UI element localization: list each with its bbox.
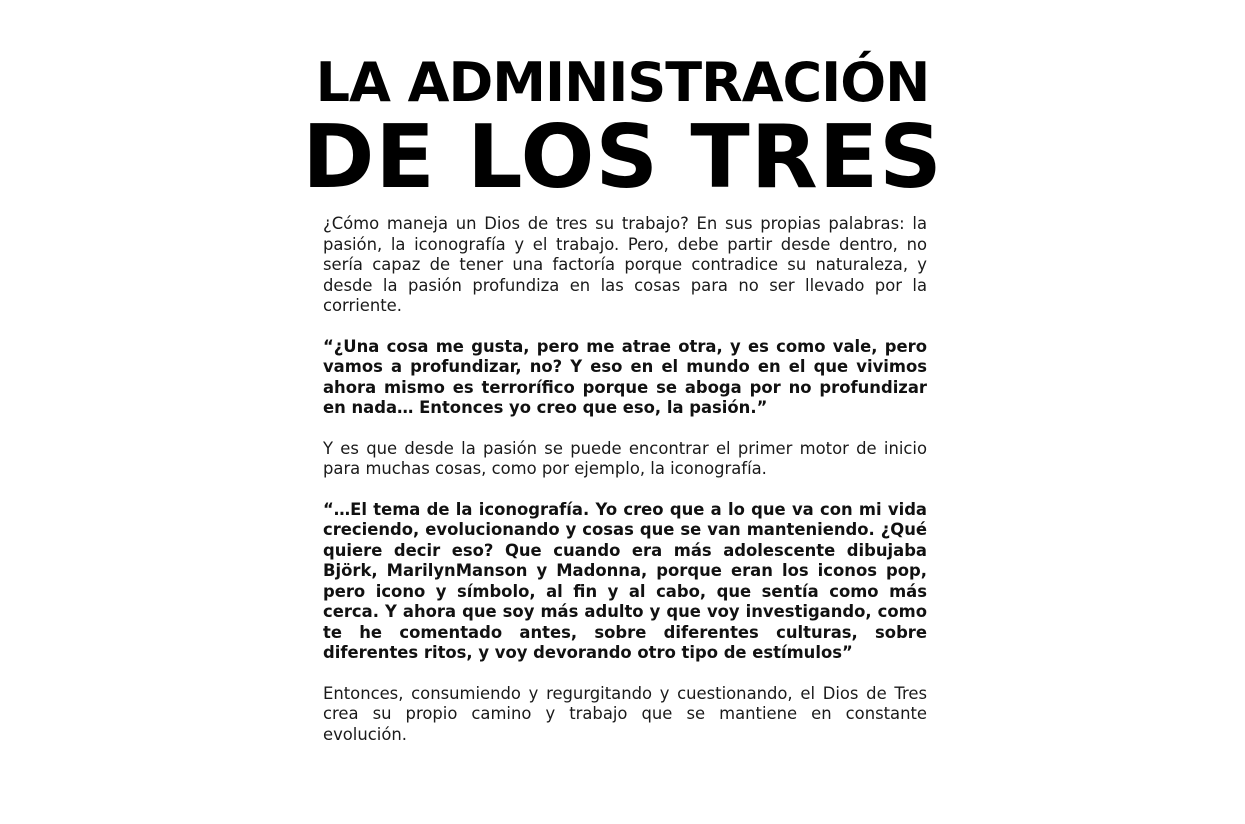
article-title (300, 51, 945, 208)
paragraph-motor: Y es que desde la pasión se puede encontrar el primer motor de inicio para muchas cosas, como por ejemplo, la iconografía. (323, 438, 927, 478)
article-body (323, 214, 927, 765)
paragraph-intro: ¿Cómo maneja un Dios de tres su trabajo? En sus propias palabras: la pasión, la iconografía y el trabajo. Pero, debe partir desde dentro, no sería capaz de tener una factoría porque contradice su naturaleza, y desde la pasión profundiza en las cosas para no ser llevado por la corriente. (323, 214, 927, 315)
paragraph-conclusion: Entonces, consumiendo y regurgitando y cuestionando, el Dios de Tres crea su propio camino y trabajo que se mantiene en constante evolución. (323, 683, 927, 744)
quote-passion: “¿Una cosa me gusta, pero me atrae otra, y es como vale, pero vamos a profundizar, no? Y eso en el mundo en el que vivimos ahora mismo es terrorífico porque se aboga por no profundizar en nada… Entonces yo creo que eso, la pasión.” (323, 336, 927, 417)
title-line-1: LA ADMINISTRACIÓN (315, 51, 930, 114)
title-line-2: DE LOS TRES (302, 106, 943, 208)
quote-iconography: “…El tema de la iconografía. Yo creo que a lo que va con mi vida creciendo, evolucionando y cosas que se van manteniendo. ¿Qué quiere decir eso? Que cuando era más adolescente dibujaba Björk, MarilynManson y Madonna, porque eran los iconos pop, pero icono y símbolo, al fin y al cabo, que sentía como más cerca. Y ahora que soy más adulto y que voy investigando, como te he comentado antes, sobre diferentes culturas, sobre diferentes ritos, y voy devorando otro tipo de estímulos” (323, 499, 927, 662)
